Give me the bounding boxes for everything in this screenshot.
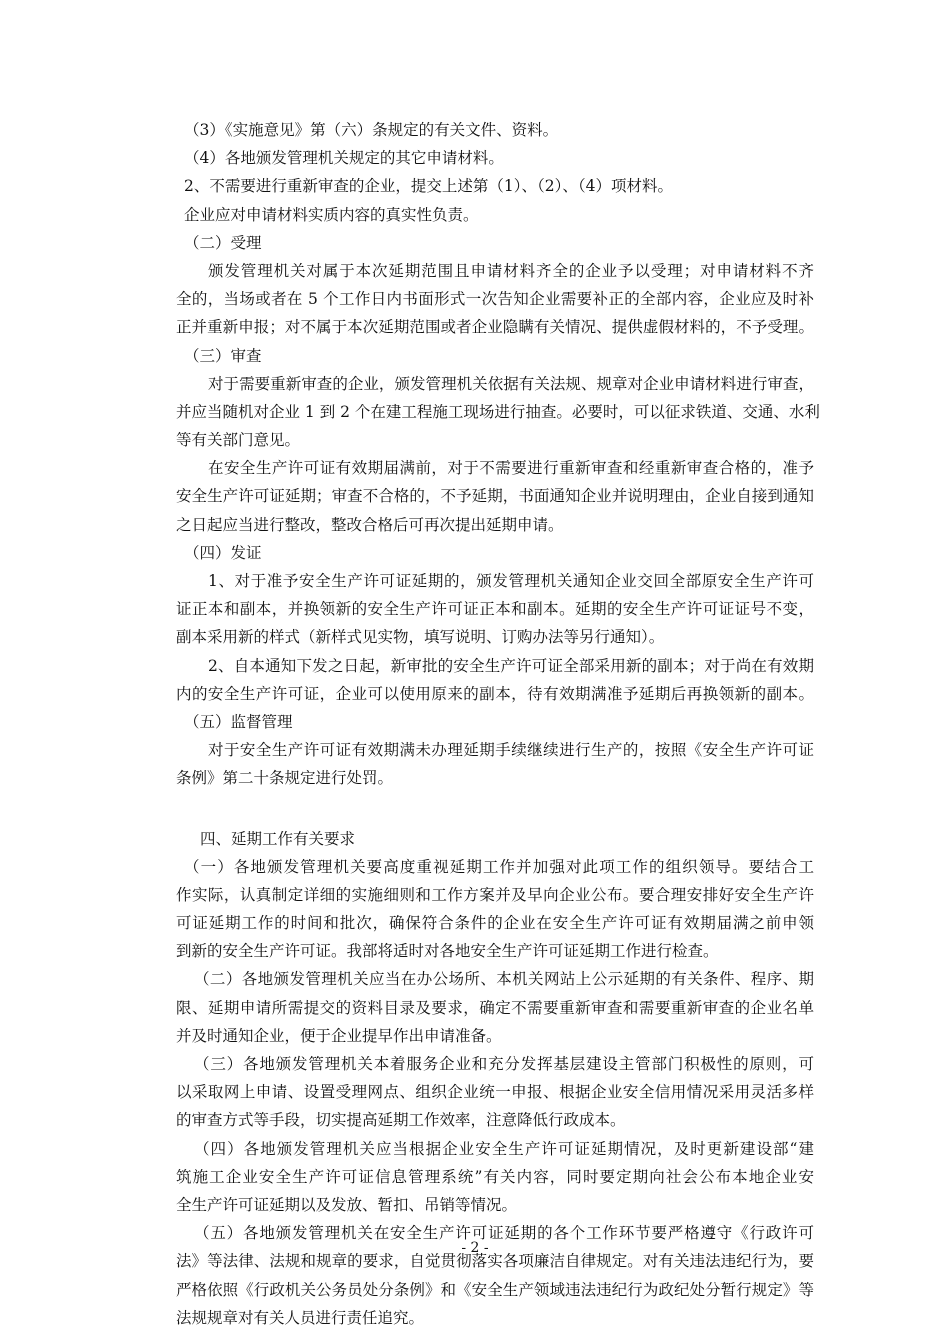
text-line: 条例》第二十条规定进行处罚。 [176,769,394,788]
text-line: 以采取网上申请、设置受理网点、组织企业统一申报、根据企业安全信用情况采用灵活多样 [176,1083,814,1102]
text-line: 可证延期工作的时间和批次，确保符合条件的企业在安全生产许可证有效期届满之前申领 [176,914,814,933]
text-line: 作实际，认真制定详细的实施细则和工作方案并及早向企业公布。要合理安排好安全生产许 [176,885,814,904]
text-line: 正并重新申报；对不属于本次延期范围或者企业隐瞒有关情况、提供虚假材料的，不予受理。 [176,318,814,337]
text-line: 企业应对申请材料实质内容的真实性负责。 [184,205,479,224]
chapter-heading: 四、延期工作有关要求 [200,829,356,848]
text-line: （四）各地颁发管理机关应当根据企业安全生产许可证延期情况，及时更新建设部“建 [194,1139,814,1158]
text-line: （五）各地颁发管理机关在安全生产许可证延期的各个工作环节要严格遵守《行政许可 [194,1224,814,1243]
text-line: （二）各地颁发管理机关应当在办公场所、本机关网站上公示延期的有关条件、程序、期 [194,970,814,989]
text-line: 严格依照《行政机关公务员处分条例》和《安全生产领域违法违纪行为政纪处分暂行规定》等 [176,1280,814,1299]
text-line: 法》等法律、法规和规章的要求，自觉贯彻落实各项廉洁自律规定。对有关违法违纪行为，要 [176,1252,814,1271]
text-line: 1、对于准予安全生产许可证延期的，颁发管理机关通知企业交回全部原安全生产许可 [208,572,814,590]
text-line: 并及时通知企业，便于企业提早作出申请准备。 [176,1026,502,1045]
text-line: 并应当随机对企业 1 到 2 个在建工程施工现场进行抽查。必要时，可以征求铁道、交通、水利 [176,402,820,421]
text-line: 在安全生产许可证有效期届满前，对于不需要进行重新审查和经重新审查合格的，准予 [208,459,814,478]
text-line: 对于安全生产许可证有效期满未办理延期手续继续进行生产的，按照《安全生产许可证 [208,741,814,760]
text-line: 颁发管理机关对属于本次延期范围且申请材料齐全的企业予以受理；对申请材料不齐 [208,261,814,280]
text-line: 内的安全生产许可证，企业可以使用原来的副本，待有效期满准予延期后再换领新的副本。 [176,684,814,703]
text-line: （3）《实施意见》第（六）条规定的有关文件、资料。 [184,121,559,139]
section-heading: （三）审查 [184,346,262,365]
text-line: 副本采用新的样式（新样式见实物，填写说明、订购办法等另行通知）。 [176,628,665,647]
text-line: 的审查方式等手段，切实提高延期工作效率，注意降低行政成本。 [176,1111,626,1130]
text-line: 2、不需要进行重新审查的企业，提交上述第（1）、（2）、（4）项材料。 [184,177,673,196]
text-line: （一）各地颁发管理机关要高度重视延期工作并加强对此项工作的组织领导。要结合工 [184,857,814,876]
section-heading: （二）受理 [184,233,262,252]
text-line: 限、延期申请所需提交的资料目录及要求，确定不需要重新审查和需要重新审查的企业名单 [176,998,814,1017]
document-body [176,116,820,1332]
text-line: 筑施工企业安全生产许可证信息管理系统”有关内容，同时要定期向社会公布本地企业安 [176,1167,814,1186]
paragraph-gap [176,793,814,825]
text-line: （4）各地颁发管理机关规定的其它申请材料。 [184,149,504,168]
text-line: 等有关部门意见。 [176,431,301,450]
text-line: 到新的安全生产许可证。我部将适时对各地安全生产许可证延期工作进行检查。 [176,942,719,961]
text-line: 安全生产许可证延期；审查不合格的，不予延期，书面通知企业并说明理由，企业自接到通知 [176,487,814,506]
text-line: 2、自本通知下发之日起，新审批的安全生产许可证全部采用新的副本；对于尚在有效期 [208,656,814,675]
page-number: - 2 - [461,1240,489,1256]
text-line: （三）各地颁发管理机关本着服务企业和充分发挥基层建设主管部门积极性的原则，可 [194,1055,814,1073]
text-line: 之日起应当进行整改，整改合格后可再次提出延期申请。 [176,515,564,534]
text-line: 全生产许可证延期以及发放、暂扣、吊销等情况。 [176,1195,518,1214]
text-line: 证正本和副本，并换领新的安全生产许可证正本和副本。延期的安全生产许可证证号不变， [176,600,814,619]
section-heading: （四）发证 [184,543,262,562]
text-line: 全的，当场或者在 5 个工作日内书面形式一次告知企业需要补正的全部内容，企业应及时补 [176,290,814,309]
text-line: 法规规章对有关人员进行责任追究。 [176,1308,425,1327]
section-heading: （五）监督管理 [184,712,293,731]
text-line: 对于需要重新审查的企业，颁发管理机关依据有关法规、规章对企业申请材料进行审查， [208,374,814,393]
